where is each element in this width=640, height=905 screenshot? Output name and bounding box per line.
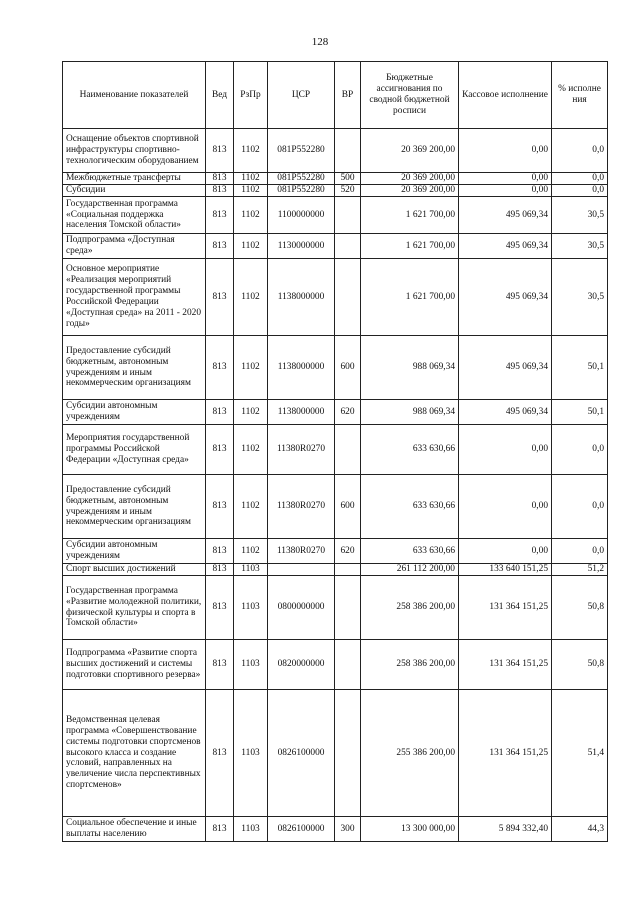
row-csr: 081P552280 xyxy=(268,185,335,197)
row-vr: 600 xyxy=(335,336,361,400)
row-name: Социальное обеспечение и иные выплаты населению xyxy=(63,817,206,842)
row-cash: 0,00 xyxy=(459,185,552,197)
row-cash: 495 069,34 xyxy=(459,234,552,259)
row-rzpr: 1102 xyxy=(234,129,268,173)
row-ved: 813 xyxy=(206,234,234,259)
table-row xyxy=(63,336,608,400)
row-name: Межбюджетные трансферты xyxy=(63,173,206,185)
row-name: Ведомственная целевая программа «Совершенствование системы подготовки спортсменов высокого класса и создание условий, направленных на увеличение числа перспективных спортсменов» xyxy=(63,690,206,817)
budget-execution-table xyxy=(62,61,608,842)
row-ved: 813 xyxy=(206,173,234,185)
table-header xyxy=(63,62,608,129)
row-cash: 131 364 151,25 xyxy=(459,576,552,640)
row-name: Субсидии автономным учреждениям xyxy=(63,400,206,425)
row-ved: 813 xyxy=(206,197,234,234)
table-row xyxy=(63,400,608,425)
row-name: Мероприятия государственной программы Российской Федерации «Доступная среда» xyxy=(63,425,206,475)
row-budget: 261 112 200,00 xyxy=(361,564,459,576)
row-rzpr: 1102 xyxy=(234,539,268,564)
row-ved: 813 xyxy=(206,690,234,817)
row-ved: 813 xyxy=(206,564,234,576)
row-budget: 20 369 200,00 xyxy=(361,185,459,197)
row-vr: 520 xyxy=(335,185,361,197)
row-name: Основное мероприятие «Реализация мероприятий государственной программы Российской Федерации «Доступная среда» на 2011 - 2020 годы» xyxy=(63,259,206,336)
row-rzpr: 1103 xyxy=(234,564,268,576)
row-percent: 30,5 xyxy=(552,234,608,259)
row-rzpr: 1102 xyxy=(234,400,268,425)
row-budget: 258 386 200,00 xyxy=(361,576,459,640)
row-budget: 1 621 700,00 xyxy=(361,259,459,336)
row-name: Субсидии xyxy=(63,185,206,197)
row-budget: 633 630,66 xyxy=(361,475,459,539)
row-ved: 813 xyxy=(206,640,234,690)
page-number: 128 xyxy=(311,36,329,48)
row-budget: 633 630,66 xyxy=(361,539,459,564)
row-percent: 0,0 xyxy=(552,425,608,475)
row-csr: 1138000000 xyxy=(268,400,335,425)
column-header-ved: Вед xyxy=(206,62,234,129)
row-vr xyxy=(335,564,361,576)
row-vr xyxy=(335,234,361,259)
row-percent: 44,3 xyxy=(552,817,608,842)
row-name: Оснащение объектов спортивной инфраструктуры спортивно-технологическим оборудованием xyxy=(63,129,206,173)
row-cash: 0,00 xyxy=(459,539,552,564)
row-vr: 620 xyxy=(335,539,361,564)
row-percent: 0,0 xyxy=(552,129,608,173)
row-percent: 0,0 xyxy=(552,173,608,185)
row-csr: 1138000000 xyxy=(268,336,335,400)
table-row xyxy=(63,475,608,539)
row-ved: 813 xyxy=(206,576,234,640)
row-ved: 813 xyxy=(206,475,234,539)
row-csr: 1130000000 xyxy=(268,234,335,259)
row-csr: 11380R0270 xyxy=(268,539,335,564)
row-rzpr: 1102 xyxy=(234,336,268,400)
row-csr: 0826100000 xyxy=(268,817,335,842)
row-budget: 1 621 700,00 xyxy=(361,197,459,234)
row-rzpr: 1102 xyxy=(234,475,268,539)
row-vr: 500 xyxy=(335,173,361,185)
row-ved: 813 xyxy=(206,185,234,197)
row-rzpr: 1103 xyxy=(234,690,268,817)
row-name: Государственная программа «Социальная поддержка населения Томской области» xyxy=(63,197,206,234)
row-vr: 300 xyxy=(335,817,361,842)
row-csr: 1100000000 xyxy=(268,197,335,234)
row-rzpr: 1103 xyxy=(234,817,268,842)
row-budget: 988 069,34 xyxy=(361,336,459,400)
row-cash: 495 069,34 xyxy=(459,197,552,234)
row-cash: 131 364 151,25 xyxy=(459,690,552,817)
row-csr: 11380R0270 xyxy=(268,425,335,475)
row-budget: 1 621 700,00 xyxy=(361,234,459,259)
row-ved: 813 xyxy=(206,425,234,475)
row-ved: 813 xyxy=(206,336,234,400)
row-vr xyxy=(335,576,361,640)
row-csr: 081P552280 xyxy=(268,173,335,185)
row-cash: 0,00 xyxy=(459,425,552,475)
row-ved: 813 xyxy=(206,259,234,336)
row-name: Предоставление субсидий бюджетным, автономным учреждениям и иным некоммерческим организациям xyxy=(63,475,206,539)
row-percent: 51,2 xyxy=(552,564,608,576)
row-percent: 0,0 xyxy=(552,185,608,197)
table-row xyxy=(63,173,608,185)
row-csr: 0826100000 xyxy=(268,690,335,817)
row-vr xyxy=(335,197,361,234)
row-rzpr: 1102 xyxy=(234,259,268,336)
row-percent: 50,8 xyxy=(552,640,608,690)
row-percent: 0,0 xyxy=(552,475,608,539)
row-cash: 0,00 xyxy=(459,129,552,173)
row-ved: 813 xyxy=(206,539,234,564)
row-vr xyxy=(335,129,361,173)
row-csr: 081P552280 xyxy=(268,129,335,173)
table-row xyxy=(63,234,608,259)
row-cash: 5 894 332,40 xyxy=(459,817,552,842)
table-row xyxy=(63,129,608,173)
table-row xyxy=(63,640,608,690)
table-row xyxy=(63,425,608,475)
row-percent: 0,0 xyxy=(552,539,608,564)
table-body xyxy=(63,129,608,842)
row-budget: 255 386 200,00 xyxy=(361,690,459,817)
column-header-csr: ЦСР xyxy=(268,62,335,129)
column-header-percent: % исполне ния xyxy=(552,62,608,129)
table-row xyxy=(63,259,608,336)
row-percent: 30,5 xyxy=(552,197,608,234)
row-ved: 813 xyxy=(206,817,234,842)
row-csr: 1138000000 xyxy=(268,259,335,336)
row-cash: 131 364 151,25 xyxy=(459,640,552,690)
row-rzpr: 1103 xyxy=(234,576,268,640)
row-rzpr: 1102 xyxy=(234,173,268,185)
column-header-vr: ВР xyxy=(335,62,361,129)
column-header-budget: Бюджетные ассигнования по сводной бюджетной росписи xyxy=(361,62,459,129)
row-csr: 11380R0270 xyxy=(268,475,335,539)
row-cash: 495 069,34 xyxy=(459,259,552,336)
row-budget: 633 630,66 xyxy=(361,425,459,475)
row-cash: 0,00 xyxy=(459,475,552,539)
row-csr: 0800000000 xyxy=(268,576,335,640)
table-row xyxy=(63,539,608,564)
row-rzpr: 1103 xyxy=(234,640,268,690)
row-budget: 988 069,34 xyxy=(361,400,459,425)
row-budget: 13 300 000,00 xyxy=(361,817,459,842)
row-vr: 600 xyxy=(335,475,361,539)
row-vr xyxy=(335,425,361,475)
table-row xyxy=(63,817,608,842)
row-name: Подпрограмма «Доступная среда» xyxy=(63,234,206,259)
row-percent: 50,8 xyxy=(552,576,608,640)
row-csr xyxy=(268,564,335,576)
row-csr: 0820000000 xyxy=(268,640,335,690)
row-cash: 0,00 xyxy=(459,173,552,185)
row-ved: 813 xyxy=(206,400,234,425)
row-name: Государственная программа «Развитие молодежной политики, физической культуры и спорта в Томской области» xyxy=(63,576,206,640)
row-budget: 20 369 200,00 xyxy=(361,173,459,185)
row-percent: 50,1 xyxy=(552,336,608,400)
table-row xyxy=(63,185,608,197)
row-budget: 258 386 200,00 xyxy=(361,640,459,690)
row-vr xyxy=(335,640,361,690)
table-row xyxy=(63,564,608,576)
row-percent: 30,5 xyxy=(552,259,608,336)
row-cash: 133 640 151,25 xyxy=(459,564,552,576)
row-rzpr: 1102 xyxy=(234,185,268,197)
row-name: Предоставление субсидий бюджетным, автономным учреждениям и иным некоммерческим организациям xyxy=(63,336,206,400)
column-header-name: Наименование показателей xyxy=(63,62,206,129)
row-percent: 51,4 xyxy=(552,690,608,817)
table-row xyxy=(63,576,608,640)
row-name: Субсидии автономным учреждениям xyxy=(63,539,206,564)
row-cash: 495 069,34 xyxy=(459,336,552,400)
row-cash: 495 069,34 xyxy=(459,400,552,425)
table-row xyxy=(63,690,608,817)
row-vr xyxy=(335,690,361,817)
row-rzpr: 1102 xyxy=(234,234,268,259)
row-name: Подпрограмма «Развитие спорта высших достижений и системы подготовки спортивного резерва» xyxy=(63,640,206,690)
column-header-rzpr: РзПр xyxy=(234,62,268,129)
row-vr xyxy=(335,259,361,336)
row-vr: 620 xyxy=(335,400,361,425)
row-name: Спорт высших достижений xyxy=(63,564,206,576)
table-row xyxy=(63,197,608,234)
row-rzpr: 1102 xyxy=(234,425,268,475)
row-rzpr: 1102 xyxy=(234,197,268,234)
row-ved: 813 xyxy=(206,129,234,173)
row-percent: 50,1 xyxy=(552,400,608,425)
column-header-cash: Кассовое исполнение xyxy=(459,62,552,129)
row-budget: 20 369 200,00 xyxy=(361,129,459,173)
